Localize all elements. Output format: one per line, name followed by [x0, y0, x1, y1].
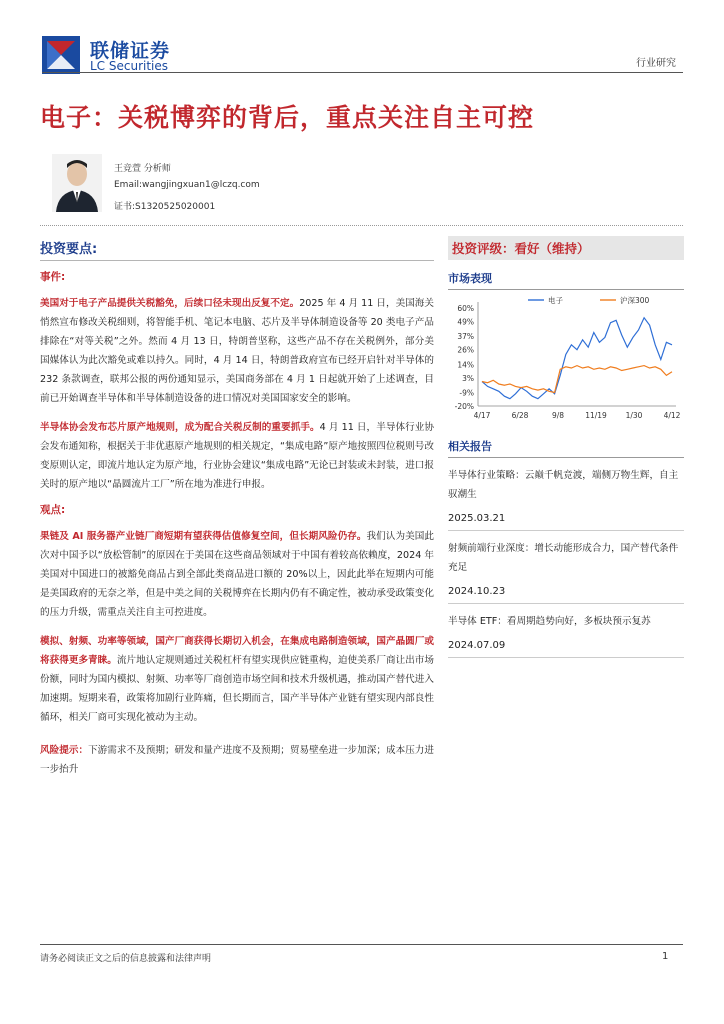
y-tick-label: -9% — [459, 388, 474, 398]
paragraph-tariff-exemption — [40, 294, 434, 408]
paragraph-origin-rule — [40, 418, 434, 494]
x-tick-label: 4/17 — [473, 411, 491, 420]
analyst-photo — [52, 154, 102, 212]
y-tick-label: -20% — [454, 402, 474, 411]
y-tick-label: 14% — [457, 360, 474, 370]
y-tick-label: 3% — [462, 373, 474, 383]
paragraph-body: 我们认为美国此次对中国予以“放松管制”的原因在于美国在这些商品领域对于中国有着较高依赖度，2024 年美国对中国进口的被豁免商品占到全部此类商品进口额的 20%以上，因此此举在短期内可能是美国政府的无奈之举，但是中美之间的关税博弈在长期内仍有不确定性，被动承受政策变化的压力升级，需重点关注自主可控进度。 — [40, 531, 434, 618]
series-line-0 — [482, 318, 672, 399]
risk-warning — [40, 741, 434, 779]
market-performance-chart — [448, 294, 684, 424]
sidebar — [448, 236, 684, 658]
highlights-heading: 投资要点: — [40, 238, 434, 261]
list-item[interactable] — [448, 539, 684, 604]
y-tick-label: 60% — [457, 304, 474, 313]
related-reports-list — [448, 466, 684, 658]
analyst-certificate: 证书:S1320525020001 — [114, 202, 216, 212]
analyst-name: 王竞萱 分析师 — [114, 164, 171, 174]
list-item[interactable] — [448, 612, 684, 658]
company-name-cn: 联储证券 — [90, 40, 171, 62]
investment-rating: 投资评级：看好（维持） — [448, 236, 684, 260]
section-divider — [40, 225, 683, 226]
paragraph-body: 4 月 11 日，半导体行业协会发布通知称，根据关于非优惠原产地规则的相关规定，“集成电路”原产地按照四位税则号改变原则认定，即流片地认定为原产地，行业协会建议“集成电路”无论已封装或未封装，进口报关时的原产地以“晶圆流片工厂”所在地为准进行申报。 — [40, 422, 435, 490]
x-tick-label: 9/8 — [551, 411, 565, 420]
x-tick-label: 11/19 — [585, 411, 607, 420]
page-title: 电子：关税博弈的背后，重点关注自主可控 — [40, 103, 535, 132]
paragraph-lead: 半导体协会发布芯片原产地规则，成为配合关税反制的重要抓手。 — [40, 422, 320, 433]
document-type: 行业研究 — [636, 58, 676, 69]
paragraph-apple-ai-chain — [40, 527, 434, 622]
legend-label: 沪深300 — [620, 296, 650, 305]
report-date: 2024.07.09 — [448, 640, 684, 658]
legend-label: 电子 — [548, 296, 563, 305]
paragraph-body: 流片地认定规则通过关税杠杆有望实现供应链重构，迫使美系厂商让出市场份额，同时为国内模拟、射频、功率等厂商创造市场空间和技术升级机遇，推动国产替代进入加速期。短期来看，政策将加剧行业阵痛，但长期而言，国产半导体产业链有望实现内部良性循环，相关厂商可实现化被动为主动。 — [40, 655, 435, 723]
y-tick-label: 49% — [457, 317, 474, 327]
report-title: 半导体 ETF：看周期趋势向好，多板块预示复苏 — [448, 616, 651, 627]
x-tick-label: 6/28 — [511, 411, 529, 420]
risk-label: 风险提示： — [40, 745, 89, 756]
report-date: 2025.03.21 — [448, 513, 684, 531]
investment-highlights — [40, 238, 434, 779]
market-performance-heading: 市场表现 — [448, 270, 684, 290]
page-number: 1 — [662, 951, 669, 962]
market-chart — [448, 294, 684, 424]
analyst-email: Email:wangjingxuan1@lczq.com — [114, 180, 260, 190]
header-divider — [42, 72, 683, 73]
company-logo-icon — [42, 36, 80, 74]
list-item[interactable] — [448, 466, 684, 531]
y-tick-label: 37% — [457, 332, 474, 342]
series-line-1 — [482, 366, 672, 393]
y-tick-label: 26% — [457, 345, 474, 355]
report-date: 2024.10.23 — [448, 586, 684, 604]
paragraph-body: 2025 年 4 月 11 日，美国海关悄然宣布修改关税细则，将智能手机、笔记本电脑、芯片及半导体制造设备等 20 类电子产品排除在“对等关税”之外。然而 4 月 13 日，特朗普坚称，这些产品不存在关税例外，部分美国媒体认为此次豁免或难以持久。同时，4 月 14 日，特朗普政府宣布已经开启针对半导体的 232 条款调查，联邦公报的两份通知显示，美国商务部在 4 月 1 日起就开始了上述调查，目前已开始调查半导体和半导体制造设备的进口情况对美国国家安全的影响。 — [40, 298, 435, 404]
footer-divider — [40, 944, 683, 945]
x-tick-label: 4/12 — [663, 411, 681, 420]
x-tick-label: 1/30 — [625, 411, 643, 420]
view-label: 观点: — [40, 504, 66, 516]
event-label: 事件: — [40, 271, 66, 283]
footer-disclaimer: 请务必阅读正文之后的信息披露和法律声明 — [40, 954, 212, 964]
related-reports-heading: 相关报告 — [448, 438, 684, 458]
paragraph-lead: 美国对于电子产品提供关税豁免，后续口径未现出反复不定。 — [40, 298, 300, 309]
report-title: 射频前端行业深度：增长动能形成合力，国产替代条件充足 — [448, 543, 679, 573]
report-title: 半导体行业策略：云巅千帆竞渡，端侧万物生辉，自主驭潮生 — [448, 470, 679, 500]
paragraph-lead: 模拟、射频、功率等领域，国产厂商获得长期切入机会，在集成电路制造领域，国产晶圆厂或将获得更多青睐。 — [40, 636, 434, 666]
paragraph-lead: 果链及 AI 服务器产业链厂商短期有望获得估值修复空间，但长期风险仍存。 — [40, 531, 367, 542]
risk-body: 下游需求不及预期；研发和量产进度不及预期；贸易壁垒进一步加深；成本压力进一步抬升 — [40, 745, 435, 775]
company-name-en: LC Securities — [90, 59, 169, 73]
paragraph-domestic-opportunity — [40, 632, 434, 727]
